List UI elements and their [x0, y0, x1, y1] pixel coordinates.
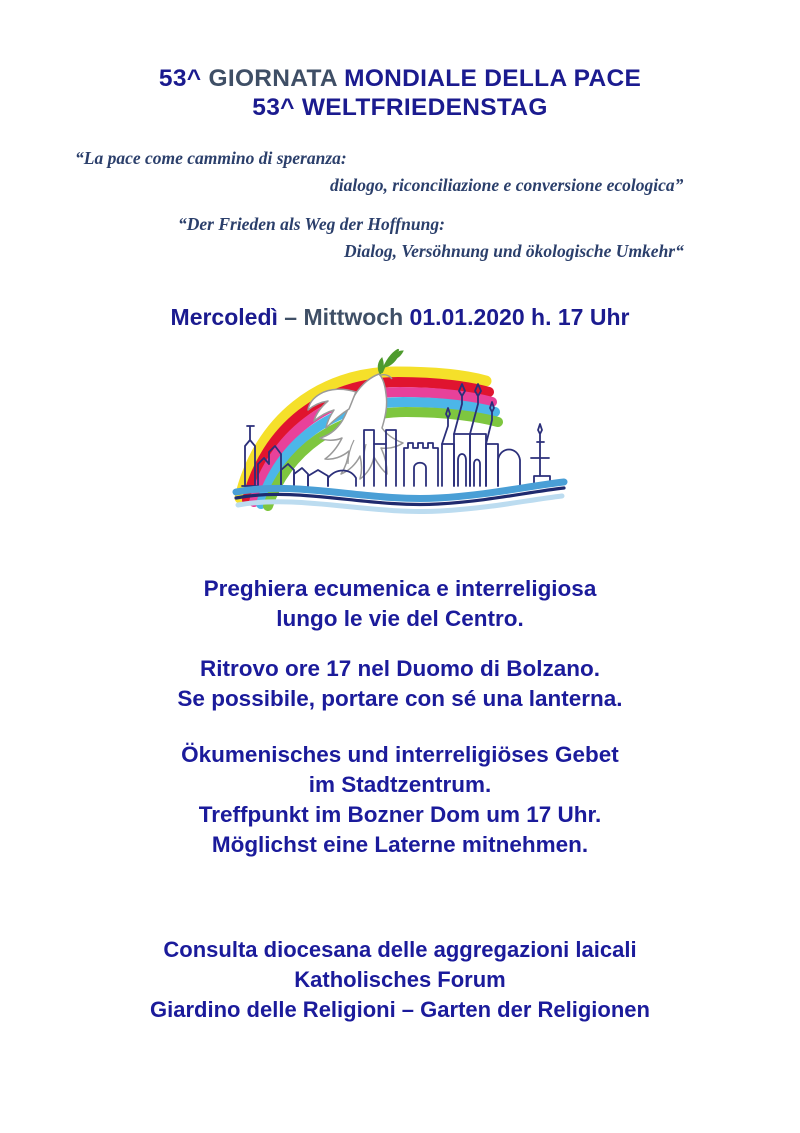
quote-german-line-1: “Der Frieden als Weg der Hoffnung: [178, 214, 445, 234]
event-weekday-italian: Mercoledì [170, 304, 285, 330]
title-line-german: 53^ WELTFRIEDENSTAG [252, 94, 548, 121]
title-line-italian [0, 64, 800, 93]
quote-german [0, 211, 800, 265]
body-line: Möglichst eine Laterne mitnehmen. [211, 832, 589, 857]
poster-title [0, 64, 800, 122]
body-line: Preghiera ecumenica e interreligiosa [203, 576, 597, 601]
body-line: Ökumenisches und interreligiöses Gebet [181, 742, 619, 767]
organizer-line: Consulta diocesana delle aggregazioni laicali [163, 937, 637, 962]
body-block-italian-intro [0, 574, 800, 634]
title-rest-it: MONDIALE DELLA PACE [344, 65, 642, 92]
world-peace-day-logo [228, 348, 572, 514]
body-block-german-details [0, 740, 800, 860]
quote-italian [0, 145, 800, 199]
body-line: Ritrovo ore 17 nel Duomo di Bolzano. [199, 656, 601, 681]
body-line: im Stadtzentrum. [308, 772, 492, 797]
organizer-line: Giardino delle Religioni – Garten der Religionen [150, 997, 650, 1022]
title-ordinal-it: 53^ [158, 65, 209, 92]
body-line: Se possibile, portare con sé una lanterna. [177, 686, 623, 711]
quote-italian-line-1: “La pace come cammino di speranza: [75, 148, 347, 168]
organizer-line: Katholisches Forum [294, 967, 506, 992]
water-wave-icon [236, 482, 564, 512]
event-weekday-german: – Mittwoch [284, 304, 410, 330]
quote-italian-line-2: dialogo, riconciliazione e conversione ecologica” [330, 175, 684, 195]
event-date-line [0, 303, 800, 331]
title-word-giornata: GIORNATA [208, 65, 345, 92]
quote-german-line-2: Dialog, Versöhnung und ökologische Umkehr“ [344, 241, 684, 261]
event-date [0, 303, 800, 331]
event-datetime: 01.01.2020 h. 17 Uhr [409, 304, 630, 330]
body-line: Treffpunkt im Bozner Dom um 17 Uhr. [198, 802, 602, 827]
organizers-footer [0, 935, 800, 1025]
body-line: lungo le vie del Centro. [276, 606, 524, 631]
body-block-italian-details [0, 654, 800, 714]
